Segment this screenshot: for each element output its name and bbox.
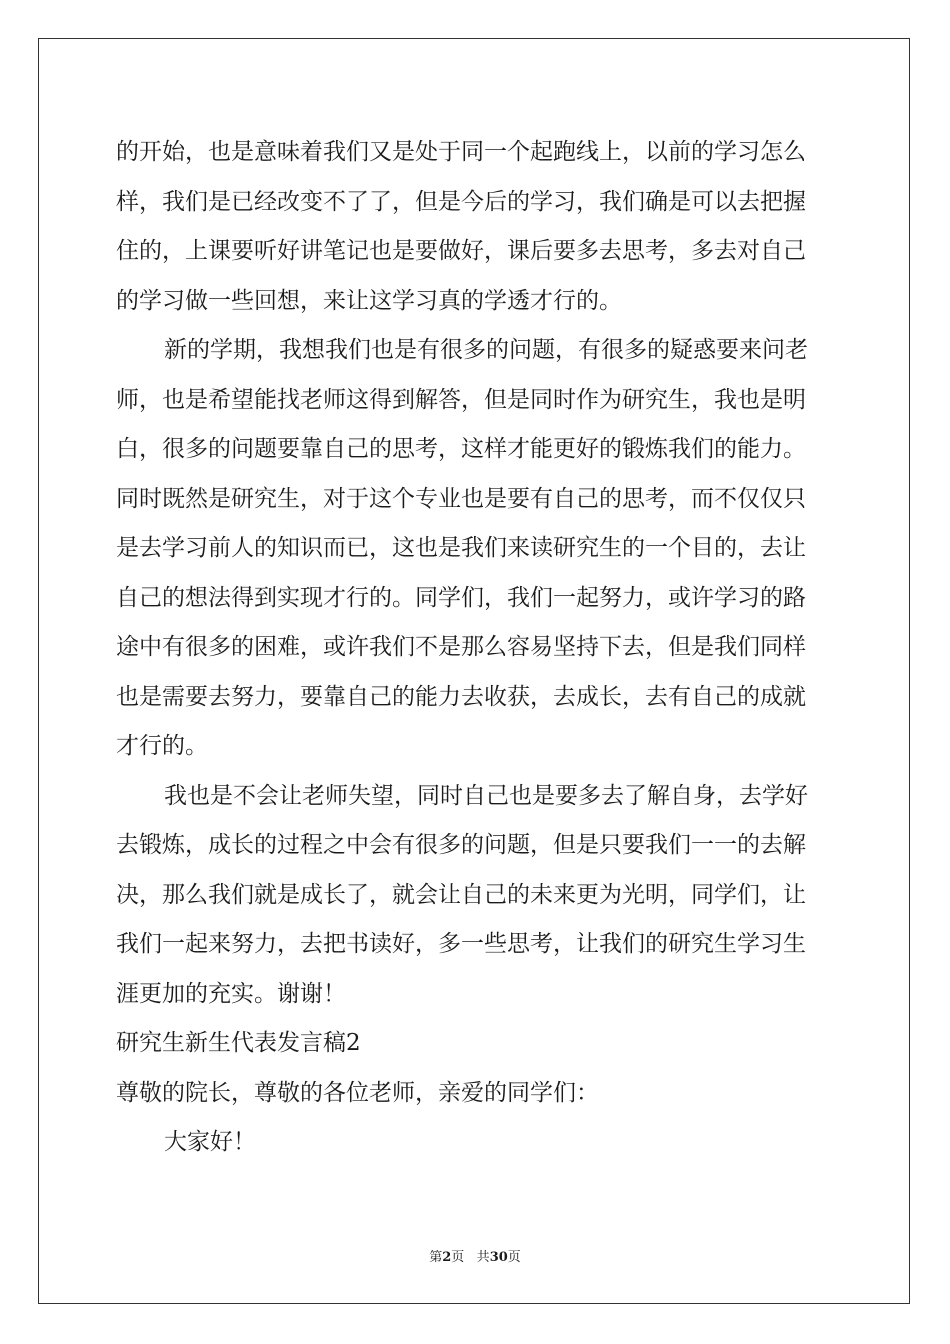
text-line: 途中有很多的困难，或许我们不是那么容易坚持下去，但是我们同样 [116,634,806,660]
text-line: 才行的。 [116,733,208,759]
section-heading: 研究生新生代表发言稿2 [116,1030,361,1056]
paragraph-start-line: 我也是不会让老师失望，同时自己也是要多去了解自身，去学好 [164,782,808,809]
total-prefix: 共 [476,1250,490,1265]
total-unit: 页 [507,1250,521,1265]
text-line: 的学习做一些回想，来让这学习真的学透才行的。 [116,287,622,314]
text-line: 决，那么我们就是成长了，就会让自己的未来更为光明，同学们，让 [116,881,806,908]
text-line: 去锻炼，成长的过程之中会有很多的问题，但是只要我们一一的去解 [116,832,806,858]
page-prefix: 第 [429,1250,443,1265]
text-line: 师，也是希望能找老师这得到解答，但是同时作为研究生，我也是明 [116,386,806,413]
text-line: 涯更加的充实。谢谢！ [116,980,346,1007]
greeting-line: 大家好！ [164,1129,256,1155]
text-line: 的开始，也是意味着我们又是处于同一个起跑线上，以前的学习怎么 [116,139,806,165]
text-line: 也是需要去努力，要靠自己的能力去收获，去成长，去有自己的成就 [116,683,806,710]
page-number: 2 [442,1250,452,1265]
text-line: 样，我们是已经改变不了了，但是今后的学习，我们确是可以去把握 [116,188,806,215]
text-line: 我们一起来努力，去把书读好，多一些思考，让我们的研究生学习生 [116,931,806,957]
text-line: 白，很多的问题要靠自己的思考，这样才能更好的锻炼我们的能力。 [116,436,806,462]
text-line: 自己的想法得到实现才行的。同学们，我们一起努力，或许学习的路 [116,584,806,611]
salutation-line: 尊敬的院长，尊敬的各位老师，亲爱的同学们： [116,1079,599,1106]
text-line: 同时既然是研究生，对于这个专业也是要有自己的思考，而不仅仅只 [116,485,806,512]
page-footer [0,1246,950,1265]
text-line: 住的，上课要听好讲笔记也是要做好，课后要多去思考，多去对自己 [116,238,806,264]
total-pages: 30 [489,1250,508,1265]
page-unit: 页 [451,1250,465,1265]
paragraph-start-line: 新的学期，我想我们也是有很多的问题，有很多的疑惑要来问老 [164,337,808,363]
document-body [116,128,832,1168]
text-line: 是去学习前人的知识而已，这也是我们来读研究生的一个目的，去让 [116,535,806,561]
